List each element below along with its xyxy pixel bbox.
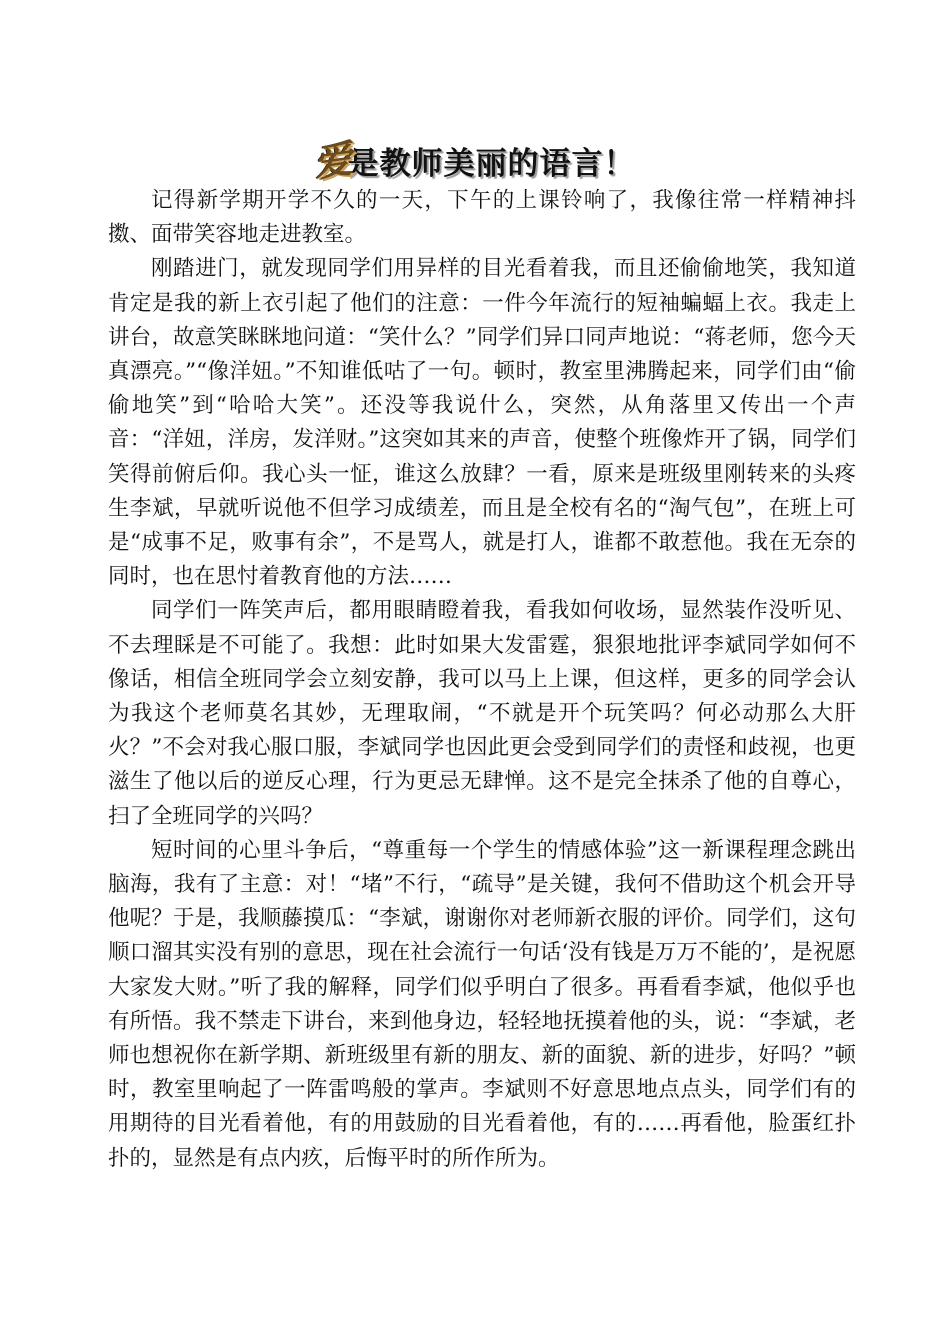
paragraph-3: 同学们一阵笑声后，都用眼睛瞪着我，看我如何收场，显然装作没听见、不去理睬是不可能了。我想：此时如果大发雷霆，狠狠地批评李斌同学如何不像话，相信全班同学会立刻安静，我可以马上上课，但这样，更多的同学会认为我这个老师莫名其妙，无理取闹，“不就是开个玩笑吗？何必动那么大肝火？”不会对我心服口服，李斌同学也因此更会受到同学们的责怪和歧视，也更滋生了他以后的逆反心理，行为更忌无肆惮。这不是完全抹杀了他的自尊心，扫了全班同学的兴吗？ (108, 598, 856, 829)
title-text: 是教师美丽的语言！ (347, 146, 636, 182)
paragraph-4: 短时间的心里斗争后，“尊重每一个学生的情感体验”这一新课程理念跳出脑海，我有了主意：对！“堵”不行，“疏导”是关键，我何不借助这个机会开导他呢？于是，我顺藤摸瓜：“李斌，谢谢你对老师新衣服的评价。同学们，这句顺口溜其实没有别的意思，现在社会流行一句话‘没有钱是万万不能的’，是祝愿大家发大财。”听了我的解释，同学们似乎明白了很多。再看看李斌，他似乎也有所悟。我不禁走下讲台，来到他身边，轻轻地抚摸着他的头，说：“李斌，老师也想祝你在新学期、新班级里有新的朋友、新的面貌、新的进步，好吗？”顿时，教室里响起了一阵雷鸣般的掌声。李斌则不好意思地点点头，同学们有的用期待的目光看着他，有的用鼓励的目光看着他，有的……再看他，脸蛋红扑扑的，显然是有点内疚，后悔平时的所作所为。 (108, 837, 856, 1171)
title-art-character: 爱 (311, 135, 357, 186)
document-body (108, 184, 856, 1176)
paragraph-1: 记得新学期开学不久的一天，下午的上课铃响了，我像往常一样精神抖擞、面带笑容地走进教室。 (108, 188, 856, 248)
document-title (0, 135, 950, 187)
paragraph-2: 刚踏进门，就发现同学们用异样的目光看着我，而且还偷偷地笑，我知道肯定是我的新上衣引起了他们的注意：一件今年流行的短袖蝙蝠上衣。我走上讲台，故意笑眯眯地问道：“笑什么？”同学们异口同声地说：“蒋老师，您今天真漂亮。”“像洋妞。”不知谁低咕了一句。顿时，教室里沸腾起来，同学们由“偷偷地笑”到“哈哈大笑”。还没等我说什么，突然，从角落里又传出一个声音：“洋妞，洋房，发洋财。”这突如其来的声音，使整个班像炸开了锅，同学们笑得前俯后仰。我心头一怔，谁这么放肆？一看，原来是班级里刚转来的头疼生李斌，早就听说他不但学习成绩差，而且是全校有名的“淘气包”，在班上可是“成事不足，败事有余”，不是骂人，就是打人，谁都不敢惹他。我在无奈的同时，也在思忖着教育他的方法…… (108, 256, 856, 590)
